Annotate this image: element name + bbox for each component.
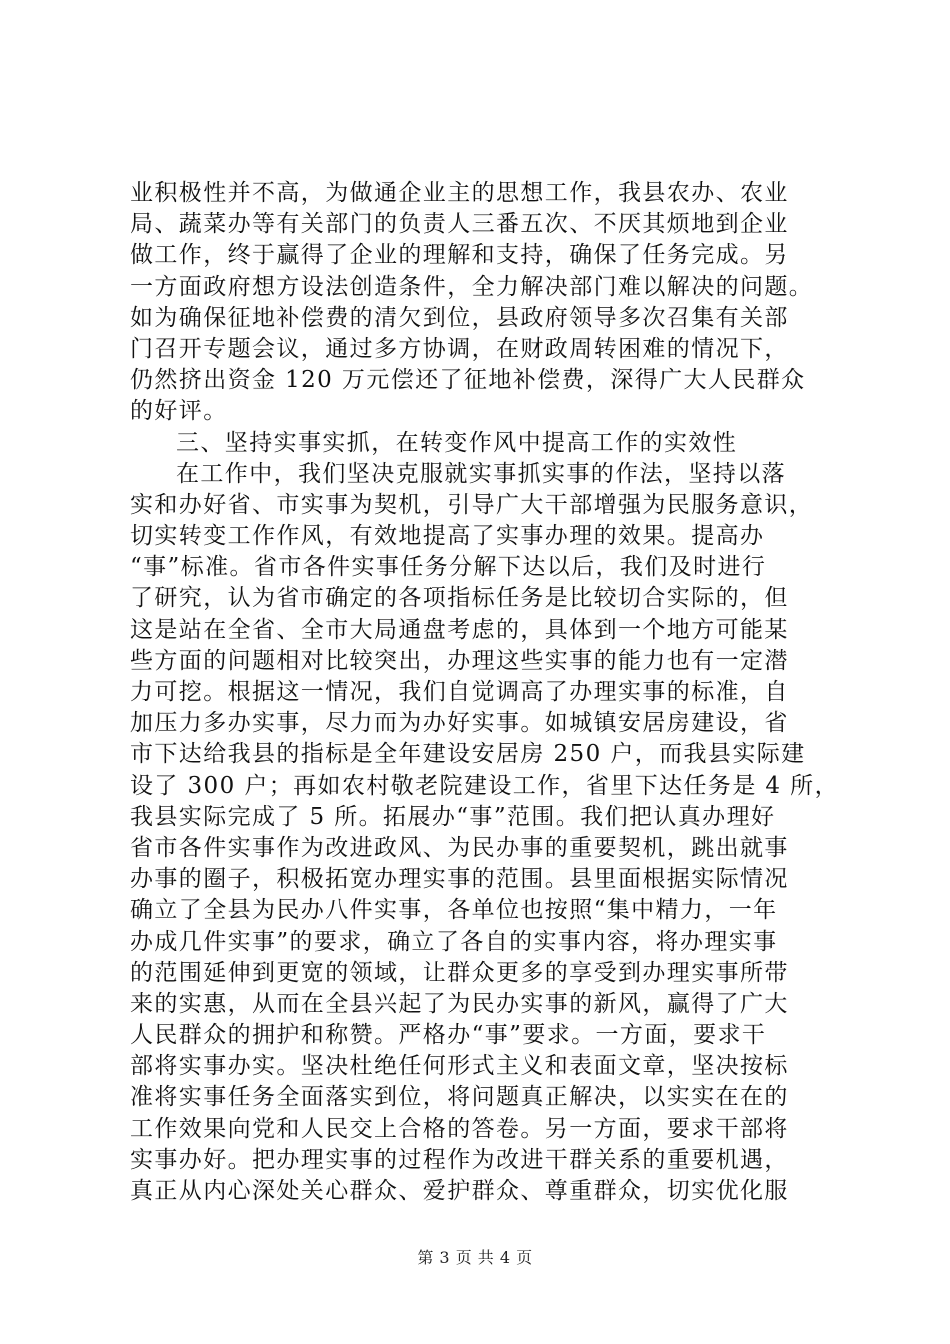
text-line: 加压力多办实事，尽力而为办好实事。如城镇安居房建设，省	[130, 710, 789, 737]
text-line: 确立了全县为民办八件实事，各单位也按照“集中精力，一年	[130, 897, 778, 924]
text-line: 业积极性并不高，为做通企业主的思想工作，我县农办、农业	[130, 180, 789, 206]
text-line: 人民群众的拥护和称赞。严格办“事”要求。一方面，要求干	[130, 1022, 767, 1049]
text-line: 力可挖。根据这一情况，我们自觉调高了办理实事的标准，自	[130, 679, 789, 705]
text-line: 实事办好。把办理实事的过程作为改进干群关系的重要机遇，	[130, 1146, 789, 1173]
text-line: 一方面政府想方设法创造条件，全力解决部门难以解决的问题。	[130, 273, 814, 300]
text-line: 设了 300 户；再如农村敬老院建设工作，省里下达任务是 4 所，	[130, 772, 839, 799]
body-text	[130, 178, 839, 1207]
text-line: 我县实际完成了 5 所。拓展办“事”范围。我们把认真办理好	[130, 803, 776, 830]
text-line: 实和办好省、市实事为契机，引导广大干部增强为民服务意识，	[130, 491, 814, 518]
text-line: 些方面的问题相对比较突出，办理这些实事的能力也有一定潜	[130, 647, 789, 674]
text-line: 真正从内心深处关心群众、爱护群众、尊重群众，切实优化服	[130, 1178, 789, 1204]
text-line: 局、蔬菜办等有关部门的负责人三番五次、不厌其烦地到企业	[130, 211, 789, 238]
text-line: 部将实事办实。坚决杜绝任何形式主义和表面文章，坚决按标	[130, 1053, 789, 1080]
text-line: 办成几件实事”的要求，确立了各自的实事内容，将办理实事	[130, 928, 778, 955]
text-line: “事”标准。省市各件实事任务分解下达以后，我们及时进行	[130, 554, 767, 581]
text-line: 仍然挤出资金 120 万元偿还了征地补偿费，深得广大人民群众	[130, 367, 806, 394]
text-line: 工作效果向党和人民交上合格的答卷。另一方面，要求干部将	[130, 1115, 789, 1142]
text-line: 这是站在全省、全市大局通盘考虑的，具体到一个地方可能某	[130, 616, 789, 643]
text-line: 省市各件实事作为改进政风、为民办事的重要契机，跳出就事	[130, 834, 789, 861]
text-line: 切实转变工作作风，有效地提高了实事办理的效果。提高办	[130, 523, 765, 550]
text-line: 市下达给我县的指标是全年建设安居房 250 户，而我县实际建	[130, 741, 806, 768]
text-line: 准将实事任务全面落实到位，将问题真正解决，以实实在在的	[130, 1084, 789, 1111]
text-line: 来的实惠，从而在全县兴起了为民办实事的新风，赢得了广大	[130, 990, 789, 1017]
text-line: 做工作，终于赢得了企业的理解和支持，确保了任务完成。另	[130, 242, 789, 269]
section-heading: 三、坚持实事实抓，在转变作风中提高工作的实效性	[176, 429, 738, 456]
text-line: 的好评。	[130, 398, 228, 425]
text-line: 在工作中，我们坚决克服就实事抓实事的作法，坚持以落	[176, 460, 786, 487]
text-line: 了研究，认为省市确定的各项指标任务是比较切合实际的，但	[130, 585, 789, 612]
text-line: 的范围延伸到更宽的领域，让群众更多的享受到办理实事所带	[130, 959, 789, 986]
text-line: 办事的圈子，积极拓宽办理实事的范围。县里面根据实际情况	[130, 866, 789, 893]
text-line: 如为确保征地补偿费的清欠到位，县政府领导多次召集有关部	[130, 304, 789, 331]
page-number-footer: 第 3 页 共 4 页	[417, 1248, 533, 1267]
text-line: 门召开专题会议，通过多方协调，在财政周转困难的情况下，	[130, 335, 789, 362]
